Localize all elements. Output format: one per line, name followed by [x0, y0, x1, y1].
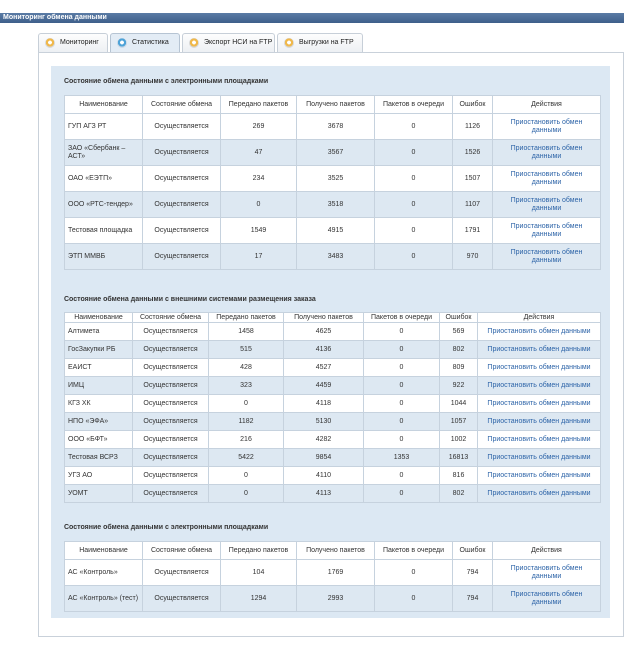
- table-cell: [493, 192, 601, 218]
- table-cell: [478, 431, 601, 449]
- table-cell: 0: [375, 114, 453, 140]
- column-header: Состояние обмена: [143, 96, 221, 114]
- table-cell: 0: [375, 218, 453, 244]
- column-header: Ошибок: [440, 313, 478, 323]
- tab-label: Экспорт НСИ на FTP: [204, 39, 273, 46]
- column-header: Наименование: [65, 542, 143, 560]
- column-header: Передано пакетов: [209, 313, 284, 323]
- row-name-cell: ОАО «ЕЭТП»: [65, 166, 143, 192]
- table-cell: 1002: [440, 431, 478, 449]
- pause-exchange-link[interactable]: Приостановить обмен данными: [487, 471, 591, 479]
- table-cell: 1353: [364, 449, 440, 467]
- table-cell: 0: [364, 395, 440, 413]
- row-name-cell: Тестовая ВСРЗ: [65, 449, 133, 467]
- table-cell: 794: [453, 586, 493, 612]
- pause-exchange-link[interactable]: Приостановить обмен данными: [487, 399, 591, 407]
- table-cell: Осуществляется: [143, 560, 221, 586]
- pause-exchange-link[interactable]: Приостановить обмен данными: [487, 327, 591, 335]
- table-cell: 16813: [440, 449, 478, 467]
- table-row: [65, 449, 601, 467]
- electronic-platforms-table: [64, 95, 601, 270]
- row-name-cell: АС «Контроль»: [65, 560, 143, 586]
- table-cell: Осуществляется: [133, 449, 209, 467]
- table-cell: Осуществляется: [143, 114, 221, 140]
- table-cell: 0: [375, 244, 453, 270]
- external-systems-table: [64, 312, 601, 503]
- table-cell: 234: [221, 166, 297, 192]
- table-cell: 4136: [284, 341, 364, 359]
- tab-label: Мониторинг: [60, 39, 99, 46]
- table-cell: Осуществляется: [133, 467, 209, 485]
- table-row: [65, 560, 601, 586]
- table-cell: 0: [209, 467, 284, 485]
- row-name-cell: Тестовая площадка: [65, 218, 143, 244]
- table-cell: 802: [440, 341, 478, 359]
- table-cell: 0: [364, 431, 440, 449]
- table-cell: 17: [221, 244, 297, 270]
- tab-export-nsi-ftp[interactable]: [182, 33, 275, 53]
- row-name-cell: УГЗ АО: [65, 467, 133, 485]
- table-cell: Осуществляется: [143, 166, 221, 192]
- row-name-cell: ЗАО «Сбербанк – АСТ»: [65, 140, 143, 166]
- column-header: Ошибок: [453, 96, 493, 114]
- control-systems-table: [64, 541, 601, 612]
- column-header: Наименование: [65, 313, 133, 323]
- table-cell: 0: [364, 341, 440, 359]
- table-row: [65, 114, 601, 140]
- tab-statistics[interactable]: [110, 33, 180, 53]
- table-cell: Осуществляется: [133, 431, 209, 449]
- table-cell: 515: [209, 341, 284, 359]
- table-row: [65, 377, 601, 395]
- table-row: [65, 323, 601, 341]
- table-cell: [478, 413, 601, 431]
- table-cell: [493, 244, 601, 270]
- pause-exchange-link[interactable]: Приостановить обмен данными: [510, 564, 583, 580]
- table-cell: [478, 377, 601, 395]
- table-cell: 1126: [453, 114, 493, 140]
- table-cell: 0: [375, 586, 453, 612]
- table-cell: [493, 140, 601, 166]
- table-row: [65, 485, 601, 503]
- pause-exchange-link[interactable]: Приостановить обмен данными: [510, 196, 583, 212]
- table-cell: 0: [364, 485, 440, 503]
- table-row: [65, 413, 601, 431]
- row-name-cell: ИМЦ: [65, 377, 133, 395]
- pause-exchange-link[interactable]: Приостановить обмен данными: [487, 453, 591, 461]
- row-name-cell: КГЗ ХК: [65, 395, 133, 413]
- table-cell: [478, 395, 601, 413]
- table-cell: 47: [221, 140, 297, 166]
- table-cell: 4113: [284, 485, 364, 503]
- table-cell: 794: [453, 560, 493, 586]
- table-cell: Осуществляется: [133, 413, 209, 431]
- table-cell: 1182: [209, 413, 284, 431]
- table-cell: 323: [209, 377, 284, 395]
- table-cell: 0: [209, 395, 284, 413]
- table-cell: 0: [375, 560, 453, 586]
- table-cell: 1526: [453, 140, 493, 166]
- table-cell: 1044: [440, 395, 478, 413]
- table-cell: 4459: [284, 377, 364, 395]
- section-title-electronic-platforms-2: Состояние обмена данными с электронными площадками: [64, 524, 269, 531]
- table-row: [65, 244, 601, 270]
- table-cell: 1294: [221, 586, 297, 612]
- tab-uploads-ftp[interactable]: [277, 33, 363, 53]
- table-cell: 4110: [284, 467, 364, 485]
- table-cell: 0: [364, 359, 440, 377]
- table-cell: [478, 449, 601, 467]
- table-cell: 3567: [297, 140, 375, 166]
- row-name-cell: Алтимета: [65, 323, 133, 341]
- table-cell: 809: [440, 359, 478, 377]
- table-cell: 216: [209, 431, 284, 449]
- table-cell: 970: [453, 244, 493, 270]
- column-header: Пакетов в очереди: [375, 542, 453, 560]
- table-row: [65, 395, 601, 413]
- pause-exchange-link[interactable]: Приостановить обмен данными: [510, 144, 583, 160]
- table-cell: 4282: [284, 431, 364, 449]
- table-cell: [493, 586, 601, 612]
- upload-icon: [284, 38, 294, 48]
- column-header: Наименование: [65, 96, 143, 114]
- table-row: [65, 341, 601, 359]
- row-name-cell: ЭТП ММВБ: [65, 244, 143, 270]
- table-row: [65, 586, 601, 612]
- table-cell: 3518: [297, 192, 375, 218]
- table-row: [65, 431, 601, 449]
- table-cell: 0: [375, 166, 453, 192]
- table-cell: 1791: [453, 218, 493, 244]
- table-cell: 1057: [440, 413, 478, 431]
- table-cell: Осуществляется: [143, 586, 221, 612]
- table-cell: 0: [364, 323, 440, 341]
- pause-exchange-link[interactable]: Приостановить обмен данными: [487, 381, 591, 389]
- table-cell: 1769: [297, 560, 375, 586]
- table-cell: 2993: [297, 586, 375, 612]
- monitoring-icon: [45, 38, 55, 48]
- table-cell: 104: [221, 560, 297, 586]
- table-row: [65, 467, 601, 485]
- table-cell: 0: [375, 140, 453, 166]
- table-cell: Осуществляется: [143, 218, 221, 244]
- column-header: Состояние обмена: [133, 313, 209, 323]
- table-cell: 816: [440, 467, 478, 485]
- table-cell: [493, 218, 601, 244]
- table-cell: Осуществляется: [133, 395, 209, 413]
- table-cell: 1549: [221, 218, 297, 244]
- pause-exchange-link[interactable]: Приостановить обмен данными: [487, 363, 591, 371]
- table-cell: Осуществляется: [133, 341, 209, 359]
- table-cell: 802: [440, 485, 478, 503]
- table-cell: 0: [364, 413, 440, 431]
- pause-exchange-link[interactable]: Приостановить обмен данными: [510, 170, 583, 186]
- table-cell: 4915: [297, 218, 375, 244]
- table-cell: Осуществляется: [133, 377, 209, 395]
- table-cell: 1458: [209, 323, 284, 341]
- row-name-cell: ГосЗакупки РБ: [65, 341, 133, 359]
- pause-exchange-link[interactable]: Приостановить обмен данными: [510, 248, 583, 264]
- table-cell: 4625: [284, 323, 364, 341]
- pause-exchange-link[interactable]: Приостановить обмен данными: [487, 489, 591, 497]
- table-row: [65, 166, 601, 192]
- column-header: Действия: [493, 96, 601, 114]
- table-cell: 0: [375, 192, 453, 218]
- table-cell: Осуществляется: [133, 485, 209, 503]
- pause-exchange-link[interactable]: Приостановить обмен данными: [487, 345, 591, 353]
- column-header: Передано пакетов: [221, 96, 297, 114]
- table-cell: 5130: [284, 413, 364, 431]
- table-cell: 1107: [453, 192, 493, 218]
- pause-exchange-link[interactable]: Приостановить обмен данными: [510, 590, 583, 606]
- table-cell: Осуществляется: [143, 140, 221, 166]
- section-title-electronic-platforms: Состояние обмена данными с электронными площадками: [64, 78, 269, 85]
- statistics-icon: [117, 38, 127, 48]
- table-cell: 3678: [297, 114, 375, 140]
- column-header: Ошибок: [453, 542, 493, 560]
- column-header: Получено пакетов: [297, 96, 375, 114]
- export-icon: [189, 38, 199, 48]
- table-cell: [493, 560, 601, 586]
- column-header: Получено пакетов: [297, 542, 375, 560]
- table-cell: [493, 114, 601, 140]
- column-header: Пакетов в очереди: [375, 96, 453, 114]
- table-cell: 922: [440, 377, 478, 395]
- table-cell: 4527: [284, 359, 364, 377]
- table-cell: 0: [221, 192, 297, 218]
- table-cell: 0: [364, 377, 440, 395]
- table-row: [65, 359, 601, 377]
- column-header: Пакетов в очереди: [364, 313, 440, 323]
- table-cell: [478, 359, 601, 377]
- table-cell: 0: [209, 485, 284, 503]
- table-cell: 4118: [284, 395, 364, 413]
- row-name-cell: ЕАИСТ: [65, 359, 133, 377]
- tab-label: Статистика: [132, 39, 169, 46]
- table-cell: 3483: [297, 244, 375, 270]
- pause-exchange-link[interactable]: Приостановить обмен данными: [487, 417, 591, 425]
- table-cell: [478, 467, 601, 485]
- table-cell: Осуществляется: [133, 323, 209, 341]
- table-cell: 428: [209, 359, 284, 377]
- table-cell: 569: [440, 323, 478, 341]
- table-cell: 0: [364, 467, 440, 485]
- table-cell: Осуществляется: [143, 244, 221, 270]
- table-cell: 3525: [297, 166, 375, 192]
- row-name-cell: ООО «БФТ»: [65, 431, 133, 449]
- column-header: Получено пакетов: [284, 313, 364, 323]
- column-header: Действия: [478, 313, 601, 323]
- table-cell: 5422: [209, 449, 284, 467]
- table-row: [65, 140, 601, 166]
- table-cell: [478, 323, 601, 341]
- row-name-cell: ООО «РТС-тендер»: [65, 192, 143, 218]
- tab-monitoring[interactable]: [38, 33, 108, 53]
- table-row: [65, 192, 601, 218]
- tab-label: Выгрузки на FTP: [299, 39, 354, 46]
- row-name-cell: АС «Контроль» (тест): [65, 586, 143, 612]
- table-cell: 269: [221, 114, 297, 140]
- row-name-cell: ГУП АГЗ РТ: [65, 114, 143, 140]
- table-cell: [493, 166, 601, 192]
- column-header: Действия: [493, 542, 601, 560]
- table-cell: [478, 485, 601, 503]
- section-title-external-systems: Состояние обмена данными с внешними системами размещения заказа: [64, 296, 316, 303]
- column-header: Передано пакетов: [221, 542, 297, 560]
- table-cell: Осуществляется: [143, 192, 221, 218]
- pause-exchange-link[interactable]: Приостановить обмен данными: [487, 435, 591, 443]
- pause-exchange-link[interactable]: Приостановить обмен данными: [510, 222, 583, 238]
- column-header: Состояние обмена: [143, 542, 221, 560]
- row-name-cell: НПО «ЭФА»: [65, 413, 133, 431]
- page-title: Мониторинг обмена данными: [3, 14, 107, 21]
- page-title-bar: [0, 13, 624, 23]
- table-cell: 1507: [453, 166, 493, 192]
- row-name-cell: УОМТ: [65, 485, 133, 503]
- pause-exchange-link[interactable]: Приостановить обмен данными: [510, 118, 583, 134]
- table-cell: Осуществляется: [133, 359, 209, 377]
- table-cell: 9854: [284, 449, 364, 467]
- table-cell: [478, 341, 601, 359]
- table-row: [65, 218, 601, 244]
